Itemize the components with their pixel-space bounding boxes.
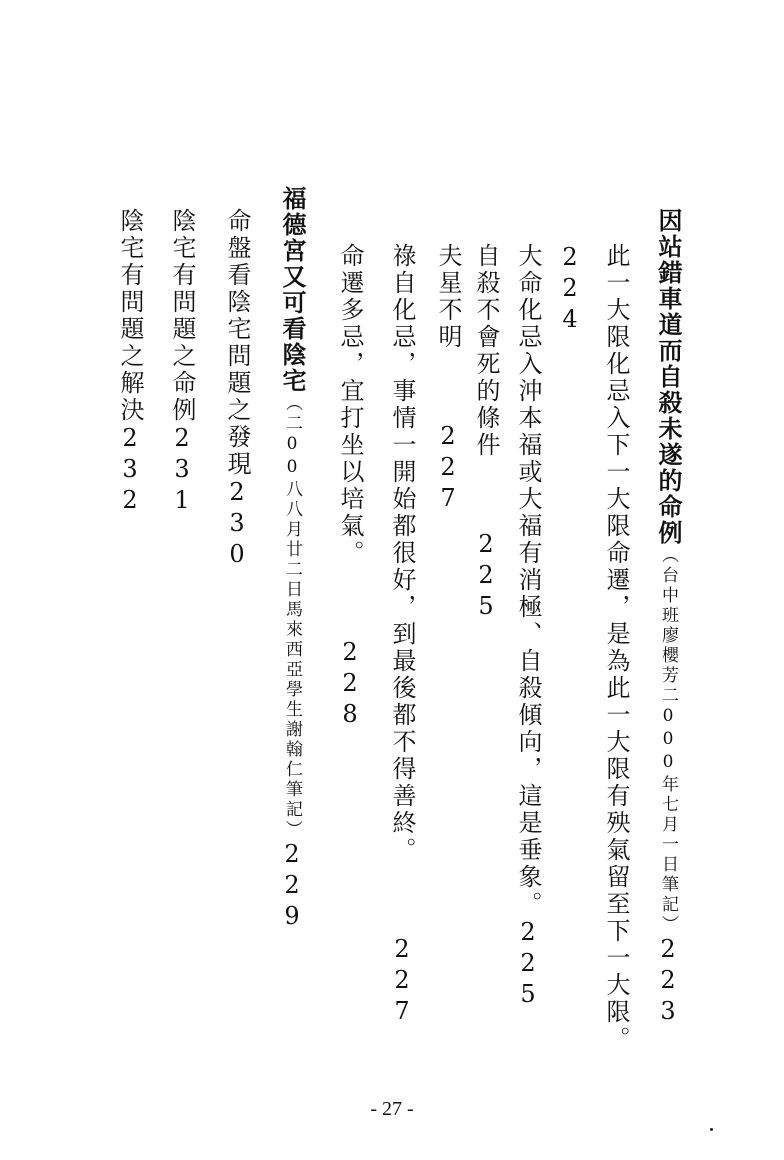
toc-entry xyxy=(604,243,628,1053)
toc-entry xyxy=(654,208,683,1028)
toc-entry xyxy=(118,208,142,517)
toc-entry xyxy=(390,243,414,1028)
toc-entry-title: 因站錯車道而自殺未遂的命例 xyxy=(654,208,683,546)
toc-entry-title: 大命化忌入沖本福或大福有消極、自殺傾向，這是垂象。 xyxy=(514,243,542,918)
toc-entry-page: 225 xyxy=(472,530,500,623)
toc-entry-title: 祿自化忌，事情一開始都很好，到最後都不得善終。 xyxy=(388,243,416,864)
toc-entry-title: 陰宅有問題之解決 xyxy=(116,208,144,424)
toc-entry xyxy=(225,208,249,571)
toc-entry-page: 225 xyxy=(514,918,542,1011)
toc-entry-page-column xyxy=(558,243,582,336)
toc-entry xyxy=(278,186,307,933)
toc-entry-page: 227 xyxy=(388,935,416,1028)
toc-entry-page: 229 xyxy=(278,840,306,933)
page-number: - 27 - xyxy=(370,1098,414,1120)
toc-entry xyxy=(474,243,498,623)
toc-entry-page: 228 xyxy=(336,638,364,731)
toc-entry-title: 自殺不會死的條件 xyxy=(472,243,500,459)
toc-entry-note: （二00八八月廿二日馬來西亞學生謝翰仁筆記） xyxy=(282,394,302,840)
toc-entry-page: 232 xyxy=(116,424,144,517)
toc-entry-title: 此一大限化忌入下一大限命遷，是為此一大限有殃氣留至下一大限。 xyxy=(602,243,630,1053)
toc-entry-title: 福德宮又可看陰宅 xyxy=(278,186,307,394)
toc-entry-page: 230 xyxy=(223,478,251,571)
toc-entry-page: 231 xyxy=(168,424,196,517)
toc-entry xyxy=(170,208,194,517)
toc-entry-note: （台中班廖櫻芳二000年七月一日筆記） xyxy=(658,546,678,935)
toc-entry-title: 命盤看陰宅問題之發現 xyxy=(223,208,251,478)
toc-entry xyxy=(338,243,362,731)
toc-entry-title: 夫星不明 xyxy=(434,243,462,351)
toc-entry xyxy=(516,243,540,1011)
toc-entry xyxy=(436,243,460,515)
toc-entry-page: 224 xyxy=(556,243,584,336)
toc-entry-page: 227 xyxy=(434,422,462,515)
toc-entry-title: 陰宅有問題之命例 xyxy=(168,208,196,424)
toc-entry-page: 223 xyxy=(654,935,682,1028)
scan-speck xyxy=(710,1128,713,1131)
toc-entry-title: 命遷多忌，宜打坐以培氣。 xyxy=(336,243,364,567)
